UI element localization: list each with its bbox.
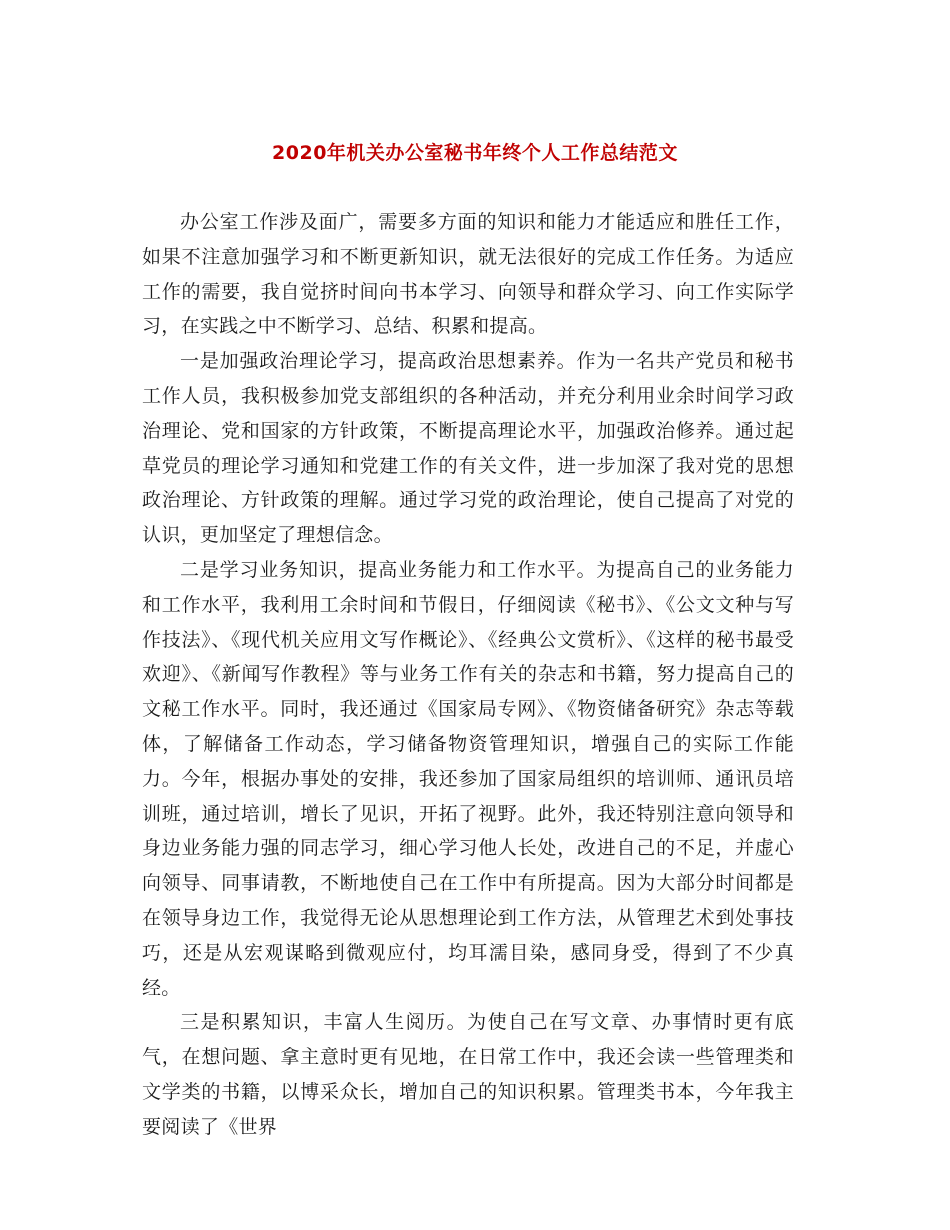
document-title: 2020年机关办公室秘书年终个人工作总结范文 xyxy=(272,142,678,164)
paragraph-political-study: 一是加强政治理论学习，提高政治思想素养。作为一名共产党员和秘书工作人员，我积极参加党支部组织的各种活动，并充分利用业余时间学习政治理论、党和国家的方针政策，不断提高理论水平，加强政治修养。通过起草党员的理论学习通知和党建工作的有关文件，进一步加深了我对党的思想政治理论、方针政策的理解。通过学习党的政治理论，使自己提高了对党的认识，更加坚定了理想信念。 xyxy=(142,350,794,547)
paragraph-intro: 办公室工作涉及面广，需要多方面的知识和能力才能适应和胜任工作，如果不注意加强学习和不断更新知识，就无法很好的完成工作任务。为适应工作的需要，我自觉挤时间向书本学习、向领导和群众学习、向工作实际学习，在实践之中不断学习、总结、积累和提高。 xyxy=(142,211,794,338)
document-body xyxy=(142,205,794,1145)
paragraph-business-study: 二是学习业务知识，提高业务能力和工作水平。为提高自己的业务能力和工作水平，我利用工余时间和节假日，仔细阅读《秘书》、《公文文种与写作技法》、《现代机关应用文写作概论》、《经典公文赏析》、《这样的秘书最受欢迎》、《新闻写作教程》等与业务工作有关的杂志和书籍，努力提高自己的文秘工作水平。同时，我还通过《国家局专网》、《物资储备研究》杂志等载体，了解储备工作动态，学习储备物资管理知识，增强自己的实际工作能力。今年，根据办事处的安排，我还参加了国家局组织的培训师、通讯员培训班，通过培训，增长了见识，开拓了视野。此外，我还特别注意向领导和身边业务能力强的同志学习，细心学习他人长处，改进自己的不足，并虚心向领导、同事请教，不断地使自己在工作中有所提高。因为大部分时间都是在领导身边工作，我觉得无论从思想理论到工作方法，从管理艺术到处事技巧，还是从宏观谋略到微观应付，均耳濡目染，感同身受，得到了不少真经。 xyxy=(142,558,794,999)
paragraph-knowledge-accumulation: 三是积累知识，丰富人生阅历。为使自己在写文章、办事情时更有底气，在想问题、拿主意时更有见地，在日常工作中，我还会读一些管理类和文学类的书籍，以博采众长，增加自己的知识积累。管理类书本，今年我主要阅读了《世界 xyxy=(142,1011,794,1138)
